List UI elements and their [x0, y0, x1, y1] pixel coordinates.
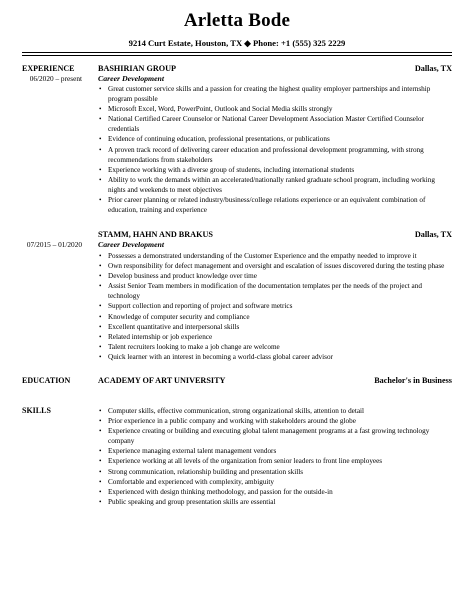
list-item: • Assist Senior Team members in modification of the documentation templates per the needs of the project and technology [108, 281, 445, 301]
list-item: • Ability to work the demands within an accelerated/nationally ranked graduate school program, including working nights and weekends to meet objectives [108, 175, 445, 195]
education-heading: EDUCATION [22, 376, 71, 385]
job-dates: 07/2015 – 01/2020 [26, 240, 82, 249]
list-item: • Experienced with design thinking methodology, and passion for the outside-in [108, 487, 445, 497]
list-item: • Talent recruiters looking to make a job change are welcome [108, 342, 445, 352]
contact-line: 9214 Curt Estate, Houston, TX ◆ Phone: +1 (555) 325 2229 [128, 38, 346, 48]
list-item: • Evidence of continuing education, professional presentations, or publications [108, 134, 445, 144]
list-item: • Microsoft Excel, Word, PowerPoint, Outlook and Social Media skills strongly [108, 104, 445, 114]
job-location: Dallas, TX [414, 64, 452, 73]
job-employer: BASHIRIAN GROUP [98, 64, 177, 73]
skills-list [98, 406, 445, 507]
job-dates: 06/2020 – present [29, 74, 82, 83]
header-divider-second [22, 55, 452, 56]
list-item: • Experience working with a diverse group of students, including international students [108, 165, 445, 175]
list-item: • Strong communication, relationship building and presentation skills [108, 467, 445, 477]
skills-heading: SKILLS [22, 406, 51, 415]
list-item: • Experience managing external talent management vendors [108, 446, 445, 456]
list-item: • Experience creating or building and executing global talent management programs at a fast growing technology company [108, 426, 445, 446]
list-item: • National Certified Career Counselor or National Career Development Association Master Certified Counselor credentials [108, 114, 445, 134]
job-bullets [98, 84, 445, 215]
list-item: • Possesses a demonstrated understanding of the Customer Experience and the empathy needed to improve it [108, 251, 445, 261]
candidate-name: Arletta Bode [183, 10, 291, 31]
list-item: • Support collection and reporting of project and software metrics [108, 301, 445, 311]
list-item: • Develop business and product knowledge over time [108, 271, 445, 281]
job-location: Dallas, TX [414, 230, 452, 239]
list-item: • Own responsibility for defect management and oversight and escalation of issues discovered during the testing phase [108, 261, 445, 271]
list-item: • Public speaking and group presentation skills are essential [108, 497, 445, 507]
list-item: • Prior career planning or related industry/business/college relations experience or an equivalent combination of education, training and experience [108, 195, 445, 215]
job-role: Career Development [98, 240, 165, 249]
list-item: • Computer skills, effective communication, strong organizational skills, attention to detail [108, 406, 445, 416]
list-item: • Great customer service skills and a passion for creating the highest quality employer partnerships and internship program possible [108, 84, 445, 104]
list-item: • Comfortable and experienced with complexity, ambiguity [108, 477, 445, 487]
list-item: • Excellent quantitative and interpersonal skills [108, 322, 445, 332]
job-bullets [98, 251, 445, 362]
list-item: • Related internship or job experience [108, 332, 445, 342]
header-divider [22, 52, 452, 53]
experience-heading: EXPERIENCE [22, 64, 75, 73]
job-role: Career Development [98, 74, 165, 83]
education-school: ACADEMY OF ART UNIVERSITY [98, 376, 226, 385]
list-item: • A proven track record of delivering career education and professional development programming, with strong recommendations from stakeholders [108, 145, 445, 165]
list-item: • Knowledge of computer security and compliance [108, 312, 445, 322]
list-item: • Experience working at all levels of the organization from senior leaders to front line employees [108, 456, 445, 466]
job-employer: STAMM, HAHN AND BRAKUS [98, 230, 213, 239]
list-item: • Quick learner with an interest in becoming a world-class global career advisor [108, 352, 445, 362]
list-item: • Prior experience in a public company and working with stakeholders around the globe [108, 416, 445, 426]
education-degree: Bachelor's in Business [374, 376, 452, 385]
